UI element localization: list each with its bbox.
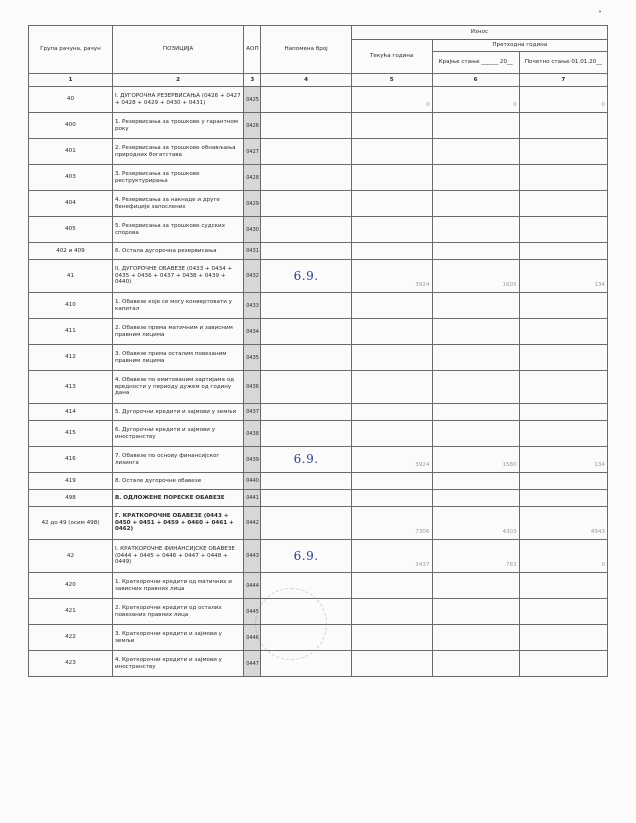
note-cell	[261, 243, 351, 260]
account-cell: 411	[29, 319, 113, 345]
table-row	[29, 113, 608, 139]
table-row	[29, 319, 608, 345]
opening-balance-cell	[519, 191, 607, 217]
position-cell: 5. Дугорочни кредити и зајмови у земљи	[112, 404, 243, 421]
header-position: ПОЗИЦИЈА	[112, 26, 243, 74]
current-year-cell	[351, 345, 432, 371]
aop-cell: 0440	[244, 473, 261, 490]
table-row	[29, 490, 608, 507]
current-year-cell: 0	[351, 87, 432, 113]
closing-balance-cell	[432, 473, 519, 490]
closing-balance-cell: 1580	[432, 447, 519, 473]
current-year-cell	[351, 625, 432, 651]
opening-balance-cell: 4943	[519, 507, 607, 540]
aop-cell: 0428	[244, 165, 261, 191]
opening-balance-cell: 134	[519, 447, 607, 473]
position-cell: I. КРАТКОРОЧНЕ ФИНАНСИЈСКЕ ОБАВЕЗЕ (0444 + 0445 + 0446 + 0447 + 0448 + 0449)	[112, 540, 243, 573]
closing-balance-cell	[432, 421, 519, 447]
column-number: 4	[261, 74, 351, 87]
account-cell: 42 до 49 (осим 498)	[29, 507, 113, 540]
position-cell: 7. Обавезе по основу финансијског лизинга	[112, 447, 243, 473]
account-cell: 422	[29, 625, 113, 651]
table-row	[29, 473, 608, 490]
account-cell: 401	[29, 139, 113, 165]
account-cell: 416	[29, 447, 113, 473]
opening-balance-cell	[519, 625, 607, 651]
table-row	[29, 217, 608, 243]
note-cell	[261, 319, 351, 345]
aop-cell: 0431	[244, 243, 261, 260]
aop-cell: 0425	[244, 87, 261, 113]
position-cell: 4. Резервисања за накнаде и друге бенефиције запослених	[112, 191, 243, 217]
closing-balance-cell	[432, 139, 519, 165]
header-aop: АОП	[244, 26, 261, 74]
closing-balance-cell	[432, 625, 519, 651]
current-year-cell: 3924	[351, 260, 432, 293]
aop-cell: 0437	[244, 404, 261, 421]
opening-balance-cell	[519, 243, 607, 260]
current-year-cell	[351, 421, 432, 447]
table-row	[29, 293, 608, 319]
opening-balance-cell	[519, 490, 607, 507]
aop-cell: 0434	[244, 319, 261, 345]
opening-balance-cell: 134	[519, 260, 607, 293]
account-cell: 414	[29, 404, 113, 421]
aop-cell: 0426	[244, 113, 261, 139]
note-cell	[261, 87, 351, 113]
position-cell: Г. КРАТКОРОЧНЕ ОБАВЕЗЕ (0443 + 0450 + 0451 + 0459 + 0460 + 0461 + 0462)	[112, 507, 243, 540]
table-row	[29, 191, 608, 217]
handwritten-note: 6.9.	[293, 268, 319, 283]
account-cell: 413	[29, 371, 113, 404]
current-year-cell	[351, 113, 432, 139]
current-year-cell	[351, 651, 432, 677]
column-number: 6	[432, 74, 519, 87]
table-row	[29, 139, 608, 165]
header-note: Напомена број	[261, 26, 351, 74]
current-year-cell: 3437	[351, 540, 432, 573]
column-number: 2	[112, 74, 243, 87]
position-cell: 2. Краткорочни кредити од осталих повезаних правних лица	[112, 599, 243, 625]
current-year-cell	[351, 217, 432, 243]
table-row	[29, 573, 608, 599]
closing-balance-cell	[432, 404, 519, 421]
table-row	[29, 540, 608, 573]
opening-balance-cell	[519, 371, 607, 404]
current-year-cell: 3924	[351, 447, 432, 473]
position-cell: 4. Обавезе по емитованим хартијама од вредности у периоду дужем од годину дана	[112, 371, 243, 404]
closing-balance-cell	[432, 490, 519, 507]
aop-cell: 0438	[244, 421, 261, 447]
account-cell: 415	[29, 421, 113, 447]
opening-balance-cell	[519, 319, 607, 345]
note-cell	[261, 473, 351, 490]
note-cell	[261, 345, 351, 371]
column-number: 3	[244, 74, 261, 87]
position-cell: 1. Краткорочни кредити од матичних и зависних правних лица	[112, 573, 243, 599]
column-number: 1	[29, 74, 113, 87]
opening-balance-cell	[519, 421, 607, 447]
position-cell: 3. Резервисања за трошкове реструктурирања	[112, 165, 243, 191]
header-amount: Износ	[351, 26, 607, 40]
closing-balance-cell	[432, 217, 519, 243]
account-cell: 41	[29, 260, 113, 293]
current-year-cell	[351, 319, 432, 345]
header-account-group: Група рачуна, рачун	[29, 26, 113, 74]
closing-balance-cell: 783	[432, 540, 519, 573]
position-cell: 5. Резервисања за трошкове судских спорова	[112, 217, 243, 243]
note-cell	[261, 165, 351, 191]
closing-balance-cell	[432, 113, 519, 139]
opening-balance-cell: 0	[519, 87, 607, 113]
position-cell: 6. Остала дугорочна резервисања	[112, 243, 243, 260]
note-cell	[261, 447, 351, 473]
closing-balance-cell	[432, 573, 519, 599]
note-cell	[261, 371, 351, 404]
opening-balance-cell	[519, 293, 607, 319]
position-cell: I. ДУГОРОЧНА РЕЗЕРВИСАЊА (0426 + 0427 + 0428 + 0429 + 0430 + 0431)	[112, 87, 243, 113]
aop-cell: 0439	[244, 447, 261, 473]
current-year-cell	[351, 490, 432, 507]
table-row	[29, 243, 608, 260]
aop-cell: 0429	[244, 191, 261, 217]
table-row	[29, 87, 608, 113]
position-cell: 1. Резервисања за трошкове у гарантном року	[112, 113, 243, 139]
aop-cell: 0441	[244, 490, 261, 507]
account-cell: 405	[29, 217, 113, 243]
current-year-cell	[351, 404, 432, 421]
aop-cell: 0442	[244, 507, 261, 540]
handwritten-note: 6.9.	[293, 548, 319, 563]
header-closing-balance: Крајње стање ______ 20__	[432, 52, 519, 74]
note-cell	[261, 507, 351, 540]
table-row	[29, 260, 608, 293]
current-year-cell	[351, 599, 432, 625]
aop-cell: 0445	[244, 599, 261, 625]
account-cell: 402 и 409	[29, 243, 113, 260]
position-cell: 2. Резервисања за трошкове обнављања природних богатстава	[112, 139, 243, 165]
header-current-year: Текућа година	[351, 40, 432, 74]
aop-cell: 0444	[244, 573, 261, 599]
closing-balance-cell	[432, 165, 519, 191]
position-cell: 8. Остале дугорочне обавезе	[112, 473, 243, 490]
handwritten-note: 6.9.	[293, 452, 319, 467]
position-cell: II. ДУГОРОЧНЕ ОБАВЕЗЕ (0433 + 0434 + 0435 + 0436 + 0437 + 0438 + 0439 + 0440)	[112, 260, 243, 293]
aop-cell: 0435	[244, 345, 261, 371]
table-row	[29, 651, 608, 677]
table-row	[29, 371, 608, 404]
position-cell: 3. Обавезе према осталим повезаним правним лицима	[112, 345, 243, 371]
opening-balance-cell	[519, 599, 607, 625]
account-cell: 410	[29, 293, 113, 319]
table-row	[29, 165, 608, 191]
account-cell: 40	[29, 87, 113, 113]
current-year-cell	[351, 573, 432, 599]
note-cell	[261, 490, 351, 507]
opening-balance-cell	[519, 345, 607, 371]
closing-balance-cell	[432, 599, 519, 625]
aop-cell: 0427	[244, 139, 261, 165]
official-stamp	[255, 588, 327, 660]
current-year-cell: 7306	[351, 507, 432, 540]
table-row	[29, 507, 608, 540]
note-cell	[261, 217, 351, 243]
position-cell: 2. Обавезе према матичним и зависним правним лицима	[112, 319, 243, 345]
aop-cell: 0430	[244, 217, 261, 243]
aop-cell: 0446	[244, 625, 261, 651]
current-year-cell	[351, 191, 432, 217]
header-previous-year: Претходна година	[432, 40, 607, 52]
account-cell: 400	[29, 113, 113, 139]
note-cell	[261, 139, 351, 165]
account-cell: 420	[29, 573, 113, 599]
table-row	[29, 421, 608, 447]
closing-balance-cell	[432, 345, 519, 371]
table-row	[29, 447, 608, 473]
opening-balance-cell	[519, 217, 607, 243]
account-cell: 423	[29, 651, 113, 677]
account-cell: 419	[29, 473, 113, 490]
opening-balance-cell	[519, 473, 607, 490]
note-cell	[261, 540, 351, 573]
note-cell	[261, 113, 351, 139]
column-number: 7	[519, 74, 607, 87]
position-cell: 1. Обавезе које се могу конвертовати у капитал	[112, 293, 243, 319]
aop-cell: 0447	[244, 651, 261, 677]
current-year-cell	[351, 371, 432, 404]
note-cell	[261, 293, 351, 319]
position-cell: 4. Краткорочни кредити и зајмови у иностранству	[112, 651, 243, 677]
column-number: 5	[351, 74, 432, 87]
opening-balance-cell: 0	[519, 540, 607, 573]
position-cell: В. ОДЛОЖЕНЕ ПОРЕСКЕ ОБАВЕЗЕ	[112, 490, 243, 507]
closing-balance-cell	[432, 651, 519, 677]
closing-balance-cell: 0	[432, 87, 519, 113]
closing-balance-cell	[432, 371, 519, 404]
aop-cell: 0432	[244, 260, 261, 293]
corner-mark: •	[598, 8, 603, 16]
account-cell: 42	[29, 540, 113, 573]
note-cell	[261, 421, 351, 447]
position-cell: 6. Дугорочни кредити и зајмови у иностранству	[112, 421, 243, 447]
table-row	[29, 345, 608, 371]
aop-cell: 0433	[244, 293, 261, 319]
opening-balance-cell	[519, 165, 607, 191]
closing-balance-cell	[432, 293, 519, 319]
aop-cell: 0443	[244, 540, 261, 573]
aop-cell: 0436	[244, 371, 261, 404]
account-cell: 421	[29, 599, 113, 625]
opening-balance-cell	[519, 113, 607, 139]
account-cell: 403	[29, 165, 113, 191]
current-year-cell	[351, 293, 432, 319]
note-cell	[261, 404, 351, 421]
closing-balance-cell	[432, 243, 519, 260]
current-year-cell	[351, 473, 432, 490]
closing-balance-cell: 1605	[432, 260, 519, 293]
closing-balance-cell	[432, 319, 519, 345]
opening-balance-cell	[519, 651, 607, 677]
position-cell: 3. Краткорочни кредити и зајмови у земљи	[112, 625, 243, 651]
header-opening-balance: Почетно стање 01.01.20__	[519, 52, 607, 74]
opening-balance-cell	[519, 139, 607, 165]
opening-balance-cell	[519, 404, 607, 421]
account-cell: 412	[29, 345, 113, 371]
current-year-cell	[351, 165, 432, 191]
current-year-cell	[351, 243, 432, 260]
closing-balance-cell: 4303	[432, 507, 519, 540]
note-cell	[261, 260, 351, 293]
current-year-cell	[351, 139, 432, 165]
note-cell	[261, 191, 351, 217]
closing-balance-cell	[432, 191, 519, 217]
balance-sheet-table	[28, 25, 608, 677]
account-cell: 404	[29, 191, 113, 217]
account-cell: 498	[29, 490, 113, 507]
opening-balance-cell	[519, 573, 607, 599]
table-row	[29, 404, 608, 421]
